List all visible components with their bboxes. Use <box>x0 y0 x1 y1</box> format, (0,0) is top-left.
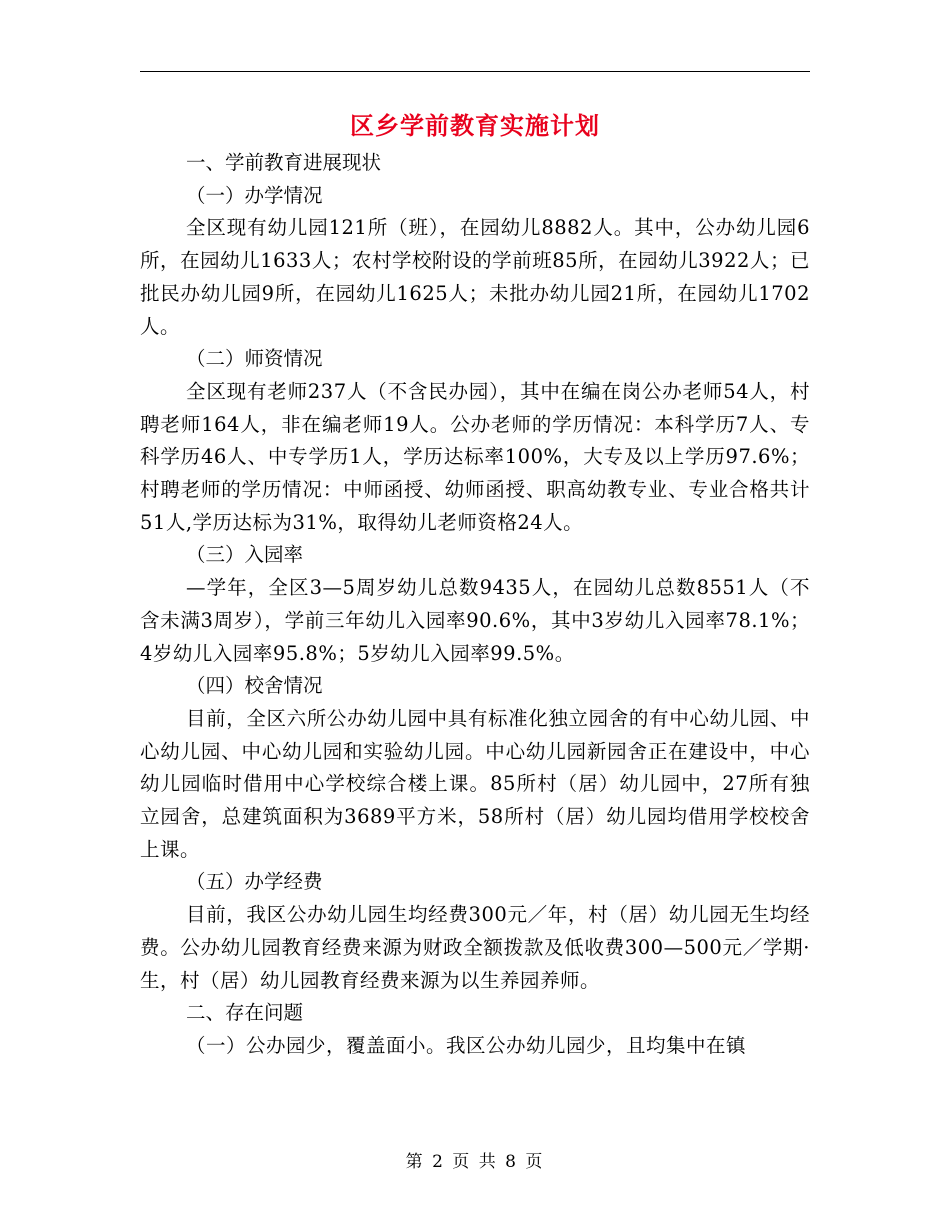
subheading-school-operation: （一）办学情况 <box>186 183 323 207</box>
paragraph-facilities: 目前，全区六所公办幼儿园中具有标准化独立园舍的有中心幼儿园、中心幼儿园、中心幼儿园和实验幼儿园。中心幼儿园新园舍正在建设中，中心幼儿园临时借用中心学校综合楼上课。85所村（居）幼儿园中，27所有独立园舍，总建筑面积为3689平方米，58所村（居）幼儿园均借用学校校舍上课。 <box>140 706 810 861</box>
document-title: 区乡学前教育实施计划 <box>350 111 600 140</box>
section-heading-problems: 二、存在问题 <box>186 1001 304 1025</box>
paragraph-funding: 目前，我区公办幼儿园生均经费300元／年，村（居）幼儿园无生均经费。公办幼儿园教育经费来源为财政全额拨款及低收费300—500元／学期·生，村（居）幼儿园教育经费来源为以生养园养师。 <box>140 903 810 992</box>
paragraph-enrollment-rate: —学年，全区3—5周岁幼儿总数9435人，在园幼儿总数8551人（不含未满3周岁），学前三年幼儿入园率90.6%，其中3岁幼儿入园率78.1%；4岁幼儿入园率95.8%；5岁幼儿入园率99.5%。 <box>140 576 810 665</box>
header-rule <box>140 71 810 72</box>
subheading-teachers: （二）师资情况 <box>186 347 323 371</box>
page-number-footer: 第 2 页 共 8 页 <box>405 1152 545 1172</box>
section-heading-status: 一、学前教育进展现状 <box>186 151 382 174</box>
subheading-facilities: （四）校舍情况 <box>186 674 323 698</box>
subheading-funding: （五）办学经费 <box>186 870 323 894</box>
document-body <box>140 147 810 1063</box>
paragraph-teachers: 全区现有老师237人（不含民办园），其中在编在岗公办老师54人，村聘老师164人，非在编老师19人。公办老师的学历情况：本科学历7人、专科学历46人、中专学历1人，学历达标率100%，大专及以上学历97.6%；村聘老师的学历情况：中师函授、幼师函授、职高幼教专业、专业合格共计51人,学历达标为31%，取得幼儿老师资格24人。 <box>140 379 810 534</box>
paragraph-school-operation: 全区现有幼儿园121所（班），在园幼儿8882人。其中，公办幼儿园6所，在园幼儿1633人；农村学校附设的学前班85所，在园幼儿3922人；已批民办幼儿园9所，在园幼儿1625人；未批办幼儿园21所，在园幼儿1702人。 <box>140 216 810 338</box>
paragraph-problems: （一）公办园少，覆盖面小。我区公办幼儿园少，且均集中在镇 <box>186 1033 747 1057</box>
subheading-enrollment-rate: （三）入园率 <box>186 543 304 567</box>
